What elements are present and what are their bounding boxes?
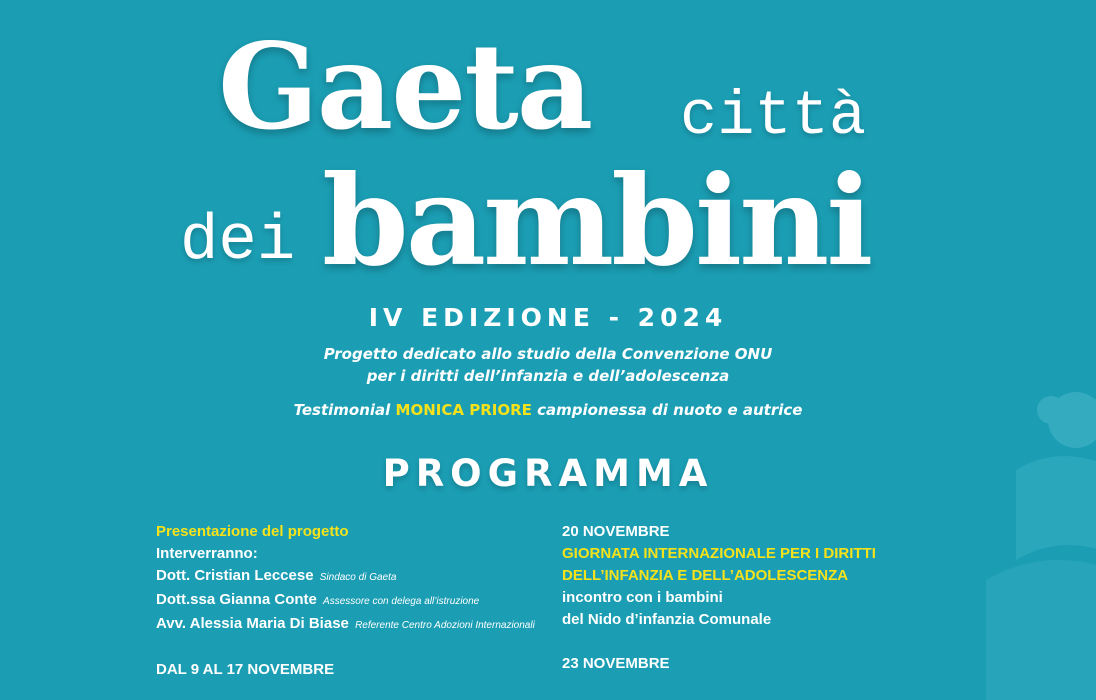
event-date: DAL 9 AL 17 NOVEMBRE <box>156 661 335 678</box>
event-date: 23 NOVEMBRE <box>562 655 670 672</box>
speaker-name: Dott. Cristian Leccese <box>156 567 314 584</box>
speakers-label: Interverranno: <box>156 545 258 562</box>
event-date: 20 NOVEMBRE <box>562 523 670 540</box>
description-line-2: per i diritti dell’infanzia e dell’adolescenza <box>366 367 730 385</box>
title-gaeta: Gaeta <box>218 17 592 156</box>
speaker-row <box>156 589 535 613</box>
program-left-column <box>156 521 535 681</box>
event-detail-line-1: incontro con i bambini <box>562 589 723 606</box>
description-line-1: Progetto dedicato allo studio della Convenzione ONU <box>323 345 773 363</box>
testimonial-suffix: campionessa di nuoto e autrice <box>537 401 803 419</box>
speaker-role: Sindaco di Gaeta <box>319 572 397 583</box>
title-dei: dei <box>180 206 296 278</box>
edition-label: IV EDIZIONE - 2024 <box>368 303 728 332</box>
event-title-line-2: DELL’INFANZIA E DELL’ADOLESCENZA <box>562 567 849 584</box>
title-bambini: bambini <box>322 149 871 294</box>
title-citta: città <box>680 81 867 152</box>
event-title-line-1: GIORNATA INTERNAZIONALE PER I DIRITTI <box>562 545 876 562</box>
program-right-column <box>562 521 876 675</box>
programma-heading: PROGRAMMA <box>382 452 714 495</box>
event-detail-line-2: del Nido d’infanzia Comunale <box>562 611 772 628</box>
speaker-role: Referente Centro Adozioni Internazionali <box>355 620 535 631</box>
project-description <box>0 343 1096 387</box>
speaker-name: Avv. Alessia Maria Di Biase <box>156 615 349 632</box>
presentation-title: Presentazione del progetto <box>156 523 349 540</box>
decorative-statue-graphic <box>956 380 1096 700</box>
testimonial-line <box>0 399 1096 421</box>
speaker-role: Assessore con delega all’istruzione <box>323 596 480 607</box>
speaker-name: Dott.ssa Gianna Conte <box>156 591 317 608</box>
speaker-row <box>156 565 535 589</box>
testimonial-name: MONICA PRIORE <box>395 401 532 419</box>
testimonial-prefix: Testimonial <box>293 401 391 419</box>
speaker-row <box>156 613 535 637</box>
